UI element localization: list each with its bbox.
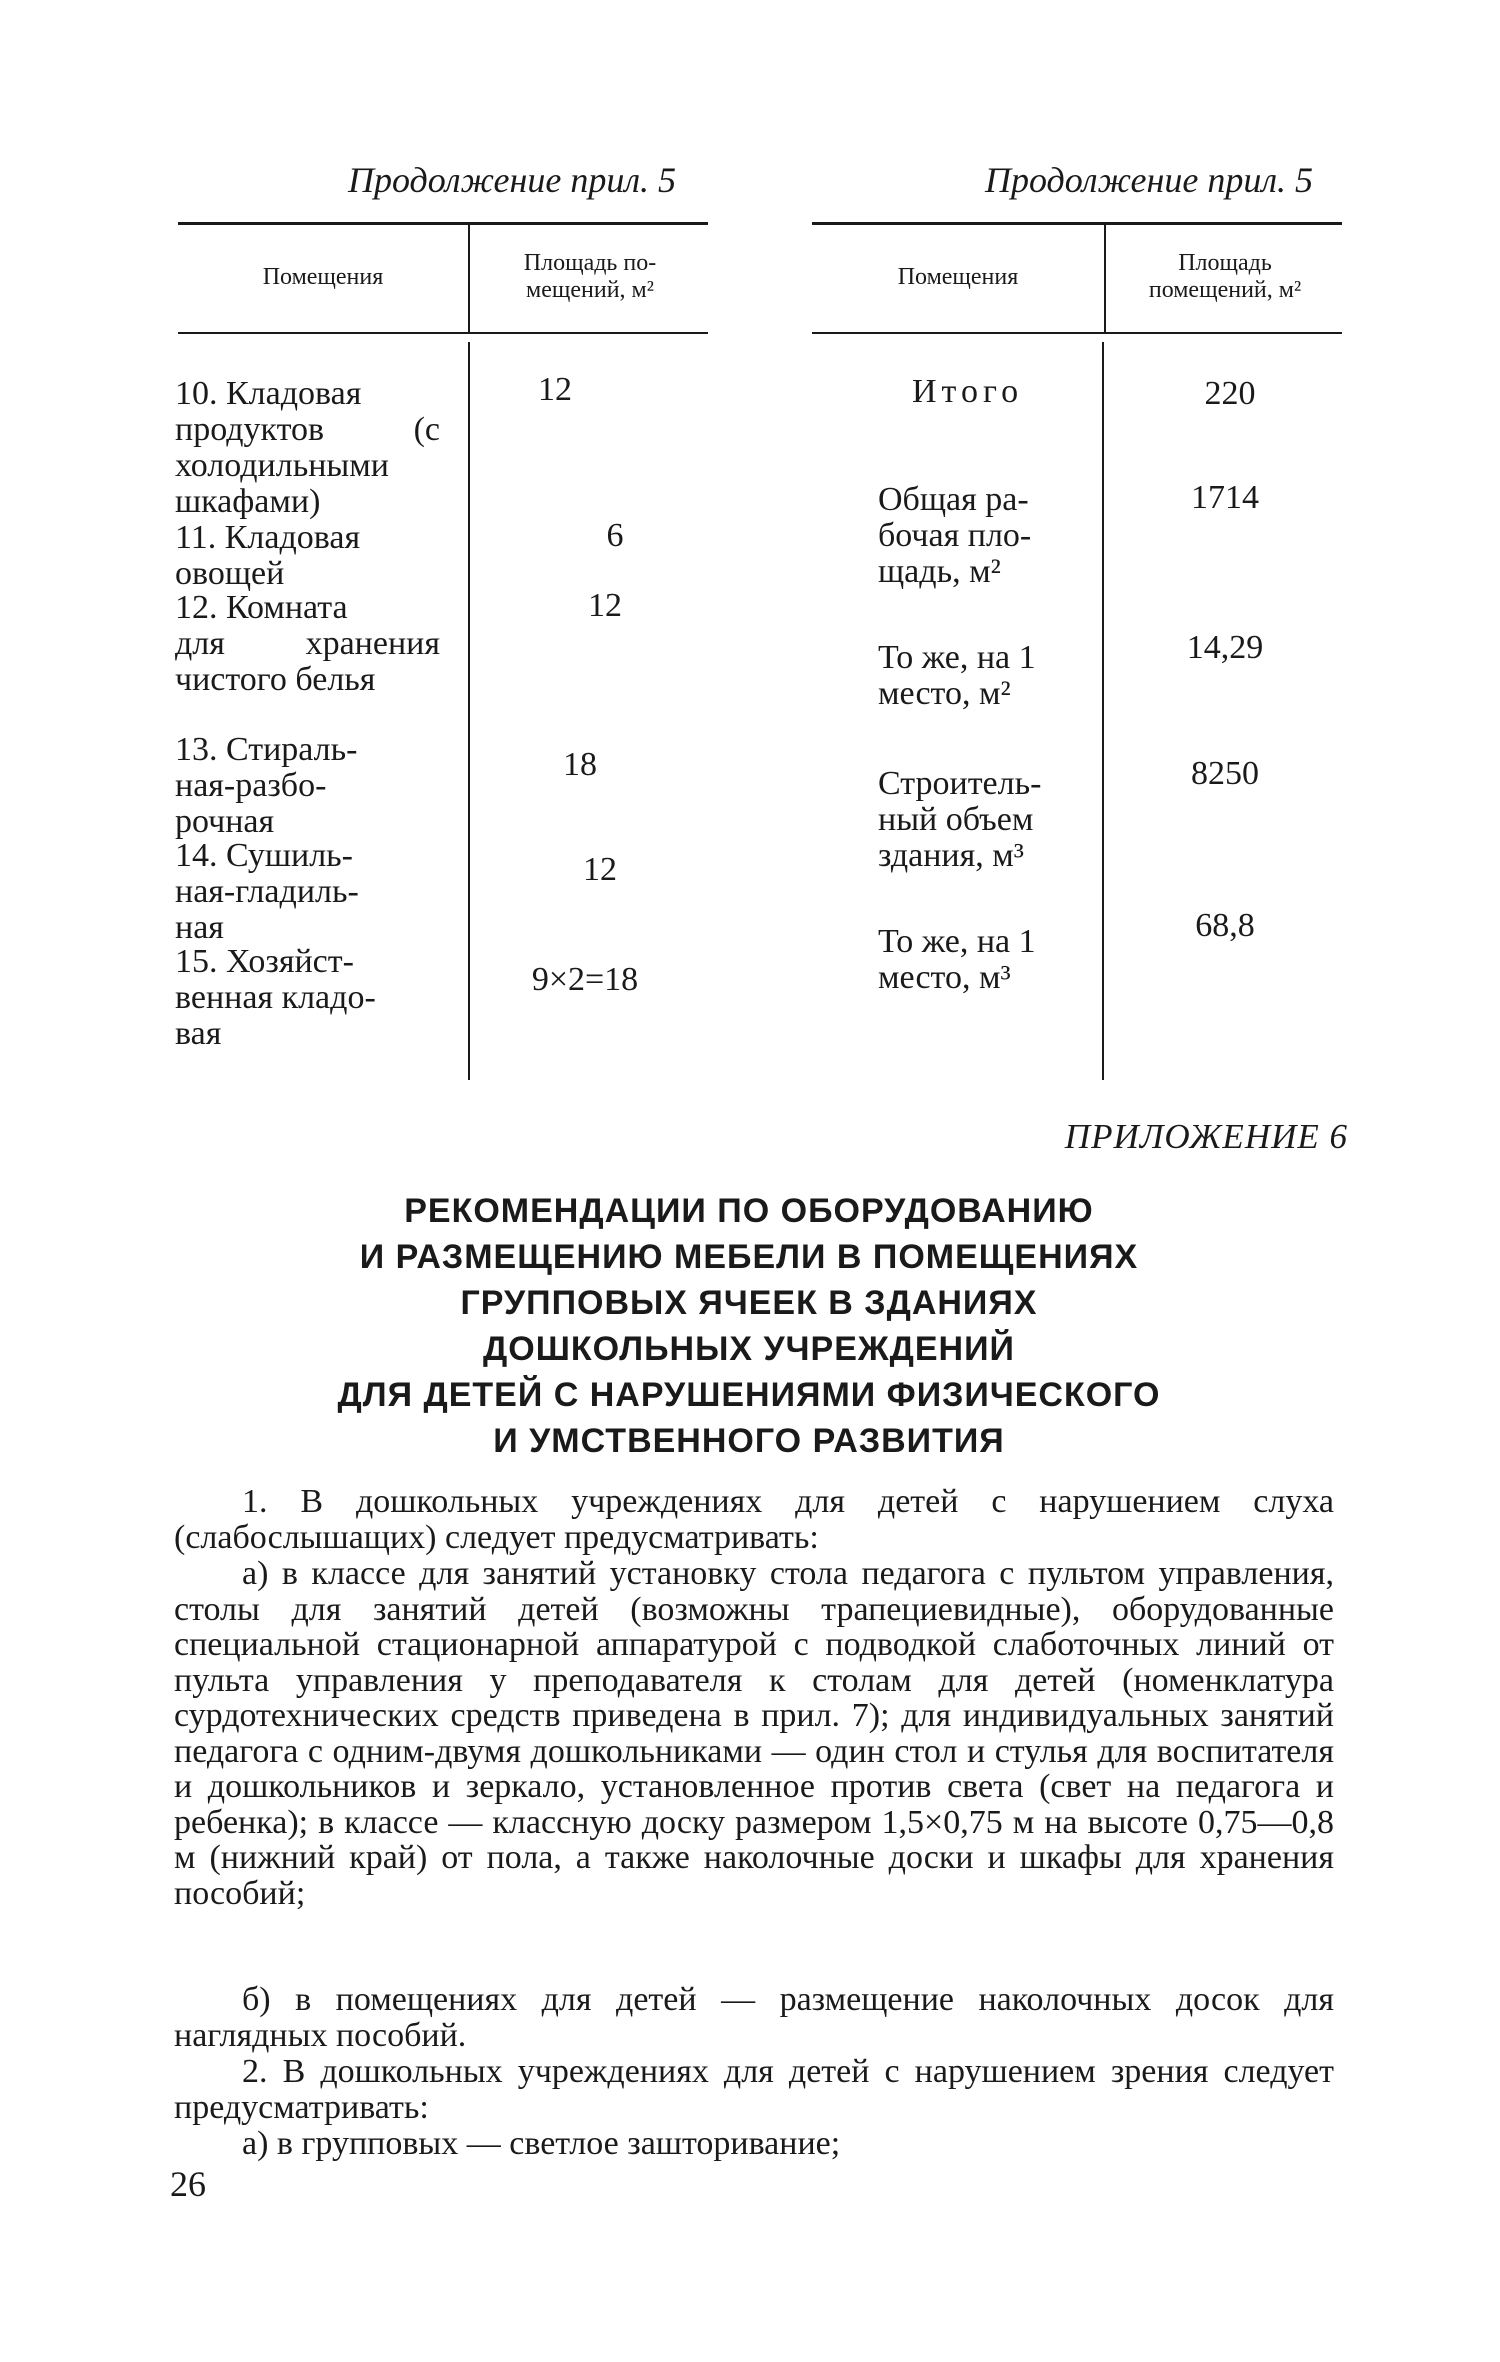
- left-row-2-name: 11. Кладовая овощей: [175, 519, 361, 592]
- left-row-6-value: 9×2=18: [531, 961, 639, 998]
- left-header-room: Помещения: [262, 264, 384, 290]
- right-row-total-name: Итого: [912, 373, 1024, 410]
- left-row-1-value: 12: [538, 371, 572, 408]
- right-table-header-divider: [1104, 222, 1106, 332]
- right-table-column-divider: [1102, 342, 1104, 1080]
- page-number: 26: [170, 2164, 206, 2204]
- appendix-title: РЕКОМЕНДАЦИИ ПО ОБОРУДОВАНИЮ И РАЗМЕЩЕНИЮ МЕБЕЛИ В ПОМЕЩЕНИЯХ ГРУППОВЫХ ЯЧЕЕК В ЗДАНИЯХ ДОШКОЛЬНЫХ УЧРЕЖДЕНИЙ ДЛЯ ДЕТЕЙ С НАРУШЕНИЯМИ ФИЗИЧЕСКОГО И УМСТВЕННОГО РАЗВИТИЯ: [337, 1192, 1161, 1460]
- left-row-3-value: 12: [588, 587, 622, 624]
- left-row-1-name: 10. Кладовая продуктов (с холодильными шкафами): [175, 375, 440, 520]
- left-row-4-value: 18: [563, 746, 597, 783]
- right-row-3-value: 14,29: [1186, 629, 1264, 666]
- right-row-4-value: 8250: [1191, 755, 1259, 792]
- left-row-3-name: 12. Комната для хранения чистого белья: [175, 589, 440, 698]
- left-table-column-divider: [468, 342, 470, 1080]
- left-table-header-rule: [178, 332, 708, 334]
- right-table-top-rule: [812, 222, 1342, 225]
- right-header-area: Площадь помещений, м²: [1148, 250, 1302, 303]
- right-row-4-name: Строитель- ный объем здания, м³: [878, 765, 1042, 874]
- paragraph-1: 1. В дошкольных учреждениях для детей с нарушением слуха (слабослышащих) следует предусматривать:: [174, 1483, 1334, 1556]
- paragraph-1b: б) в помещениях для детей — размещение наколочных досок для наглядных пособий.: [174, 1981, 1334, 2054]
- left-table-top-rule: [178, 222, 708, 225]
- left-row-2-value: 6: [606, 517, 624, 554]
- right-header-room: Помещения: [897, 264, 1019, 290]
- right-row-5-value: 68,8: [1195, 907, 1255, 944]
- paragraph-2a: а) в групповых — светлое зашторивание;: [242, 2125, 841, 2162]
- right-row-total-value: 220: [1204, 375, 1256, 412]
- right-row-5-name: То же, на 1 место, м³: [878, 923, 1036, 996]
- left-row-5-value: 12: [583, 851, 617, 888]
- right-row-2-name: Общая ра- бочая пло- щадь, м²: [878, 481, 1032, 590]
- paragraph-1a: а) в классе для занятий установку стола педагога с пультом управления, столы для занятий детей (возможны трапециевидные), оборудованные специальной стационарной аппаратурой с подводкой слаботочных линий от пульта управления у преподавателя к столам для детей (номенклатура сурдотехнических средств приведена в прил. 7); для индивидуальных занятий педагога с одним-двумя дошкольниками — один стол и стулья для воспитателя и дошкольников и зеркало, установленное против света (свет на педагога и ребенка); в классе — классную доску размером 1,5×0,75 м на высоте 0,75—0,8 м (нижний край) от пола, а также наколочные доски и шкафы для хранения пособий;: [174, 1555, 1334, 1912]
- left-continuation-label: Продолжение прил. 5: [348, 160, 677, 200]
- right-table-header-rule: [812, 332, 1342, 334]
- left-header-area: Площадь по- мещений, м²: [523, 250, 657, 303]
- right-row-2-value: 1714: [1191, 479, 1259, 516]
- left-row-6-name: 15. Хозяйст- венная кладо- вая: [175, 943, 376, 1052]
- left-row-4-name: 13. Стираль- ная-разбо- рочная: [175, 731, 358, 840]
- paragraph-2: 2. В дошкольных учреждениях для детей с нарушением зрения следует предусматривать:: [174, 2053, 1334, 2126]
- left-row-5-name: 14. Сушиль- ная-гладиль- ная: [175, 837, 359, 946]
- appendix-label: ПРИЛОЖЕНИЕ 6: [1064, 1117, 1348, 1156]
- left-table-header-divider: [468, 222, 470, 332]
- right-row-3-name: То же, на 1 место, м²: [878, 639, 1036, 712]
- right-continuation-label: Продолжение прил. 5: [985, 160, 1314, 200]
